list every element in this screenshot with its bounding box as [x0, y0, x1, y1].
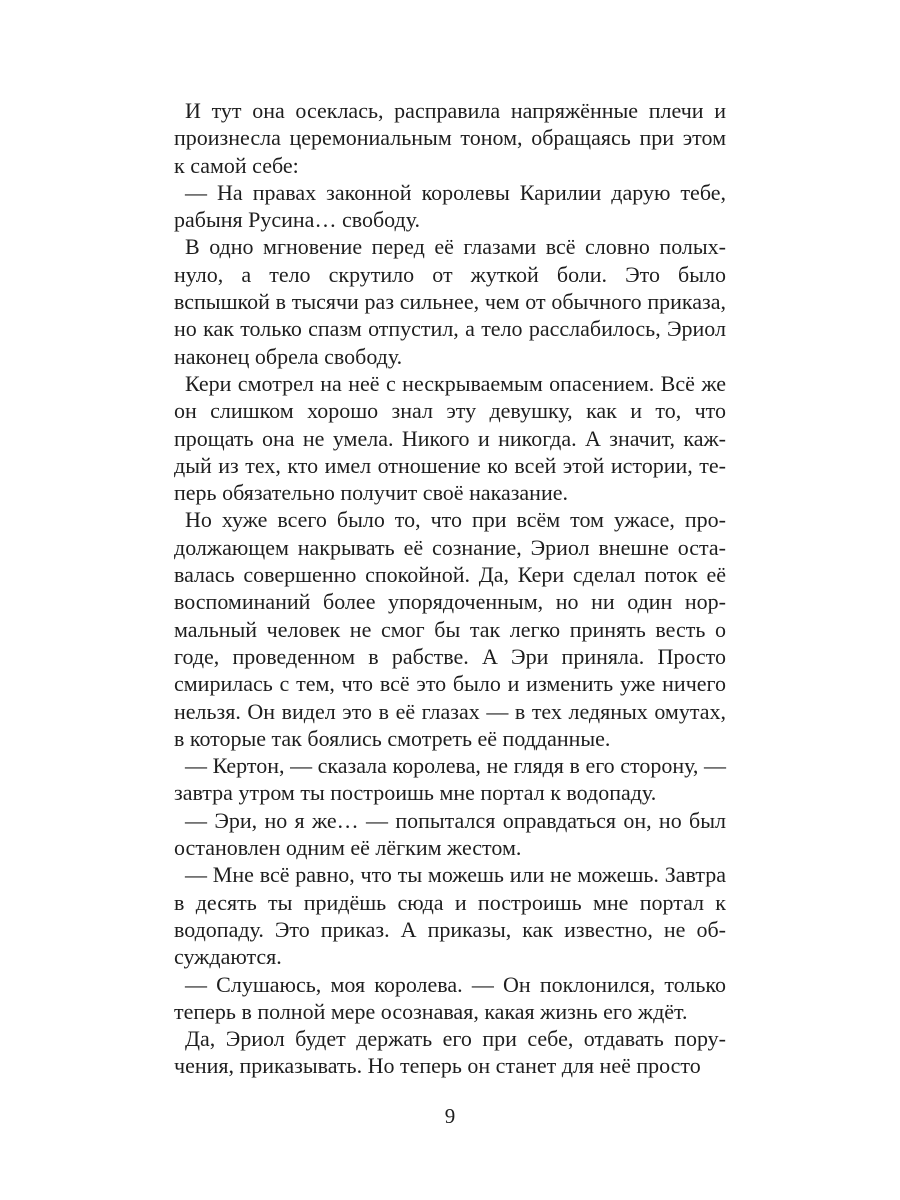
- paragraph: Но хуже всего было то, что при всём том ужасе, продолжающем накрывать её сознание, Эриол внешне оставалась совершенно спокойной. Да, Кери сделал поток её воспоминаний более упорядоченным, но ни один нормальный человек не смог бы так легко принять весть о годе, проведенном в рабстве. А Эри приняла. Просто смирилась с тем, что всё это было и изменить уже ничего нельзя. Он видел это в её глазах — в тех ледяных омутах, в которые так боялись смотреть её подданные.: [174, 507, 726, 751]
- paragraph: В одно мгновение перед её глазами всё словно полыхнуло, а тело скрутило от жуткой боли. Это было вспышкой в тысячи раз сильнее, чем от обычного приказа, но как только спазм отпустил, а тело расслабилось, Эриол наконец обрела свободу.: [174, 234, 726, 369]
- paragraph: И тут она осеклась, расправила напряжённые плечи и произнесла церемониальным тоном, обращаясь при этом к самой себе:: [174, 98, 726, 178]
- paragraph: — Кертон, — сказала королева, не глядя в его сторону, — завтра утром ты построишь мне портал к водопаду.: [174, 753, 726, 806]
- paragraph: — На правах законной королевы Карилии дарую тебе, рабыня Русина… свободу.: [174, 179, 726, 233]
- paragraph: Кери смотрел на неё с нескрываемым опасением. Всё же он слишком хорошо знал эту девушку, как и то, что прощать она не умела. Никого и никогда. А значит, каждый из тех, кто имел отношение ко всей этой истории, теперь обязательно получит своё наказание.: [174, 370, 726, 506]
- page-body: [174, 97, 726, 1080]
- paragraph: — Мне всё равно, что ты можешь или не можешь. Завтра в десять ты придёшь сюда и построишь мне портал к водопаду. Это приказ. А приказы, как известно, не обсуждаются.: [174, 862, 726, 970]
- paragraph: Да, Эриол будет держать его при себе, отдавать поручения, приказывать. Но теперь он станет для неё просто: [174, 1026, 726, 1079]
- page-number: 9: [444, 1104, 456, 1128]
- paragraph: — Слушаюсь, моя королева. — Он поклонился, только теперь в полной мере осознавая, какая жизнь его ждёт.: [174, 971, 726, 1024]
- paragraph: — Эри, но я же… — попытался оправдаться он, но был остановлен одним её лёгким жестом.: [174, 807, 726, 861]
